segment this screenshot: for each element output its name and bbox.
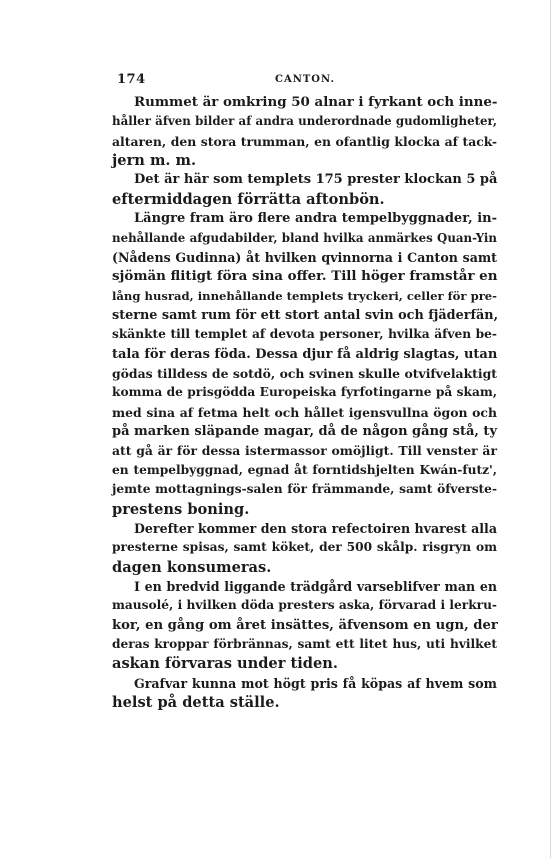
text-line: jern m. m. xyxy=(112,152,197,170)
text-line: presterne spisas, samt köket, der 500 skålp. risgryn om xyxy=(112,540,497,555)
text-line: askan förvaras under tiden. xyxy=(112,655,338,673)
text-line: lång husrad, innehållande templets tryckeri, celler för pre- xyxy=(112,288,497,303)
text-line: sjömän flitigt föra sina offer. Till höger framstår en xyxy=(112,268,498,285)
page-header xyxy=(112,72,497,92)
page-number: 174 xyxy=(117,72,146,87)
running-head: CANTON. xyxy=(275,74,335,85)
text-line: kor, en gång om året insättes, äfvensom en ugn, der xyxy=(112,617,498,633)
text-line: att gå är för dessa istermassor omöjligt. Till venster är xyxy=(112,443,497,459)
text-line: Rummet är omkring 50 alnar i fyrkant och inne- xyxy=(134,94,498,110)
text-line: deras kroppar förbrännas, samt ett litet hus, uti hvilket xyxy=(112,637,497,652)
text-line: dagen konsumeras. xyxy=(112,558,272,576)
page-edge-line xyxy=(550,0,551,858)
text-line: eftermiddagen förrätta aftonbön. xyxy=(112,190,385,208)
text-line: komma de prisgödda Europeiska fyrfotingarne på skam, xyxy=(112,385,497,400)
text-line: Det är här som templets 175 prester klockan 5 på xyxy=(134,172,498,188)
text-line: (Nådens Gudinna) åt hvilken qvinnorna i Canton samt xyxy=(112,249,497,265)
body-text xyxy=(112,93,497,713)
text-line: Derefter kommer den stora refectoiren hvarest alla xyxy=(134,520,497,536)
text-line: sterne samt rum för ett stort antal svin och fjäderfän, xyxy=(112,307,499,323)
text-line: nehållande afgudabilder, bland hvilka anmärkes Quan-Yin xyxy=(112,230,497,245)
text-line: jemte mottagnings-salen för främmande, samt öfverste- xyxy=(112,482,497,497)
text-line: Längre fram äro flere andra tempelbyggnader, in- xyxy=(134,211,497,227)
text-line: helst på detta ställe. xyxy=(112,694,280,712)
text-line: altaren, den stora trumman, en ofantlig klocka af tack- xyxy=(112,133,497,149)
text-line: håller äfven bilder af andra underordnade gudomligheter, xyxy=(112,114,497,129)
text-line: gödas tilldess de sotdö, och svinen skulle otvifvelaktigt xyxy=(112,366,497,382)
text-line: mausolé, i hvilken döda presters aska, förvarad i lerkru- xyxy=(112,598,497,613)
text-line: med sina af fetma helt och hållet igensvullna ögon och xyxy=(112,404,497,420)
text-line: skänkte till templet af devota personer, hvilka äfven be- xyxy=(112,327,497,342)
text-line: prestens boning. xyxy=(112,500,250,518)
text-line: Grafvar kunna mot högt pris få köpas af hvem som xyxy=(134,675,497,691)
text-line: tala för deras föda. Dessa djur få aldrig slagtas, utan xyxy=(112,346,498,362)
text-line: på marken släpande magar, då de någon gång stå, ty xyxy=(112,424,497,440)
text-line: en tempelbyggnad, egnad åt forntidshjelten Kwán-futz', xyxy=(112,462,497,477)
text-line: I en bredvid liggande trädgård varseblifver man en xyxy=(134,578,497,594)
